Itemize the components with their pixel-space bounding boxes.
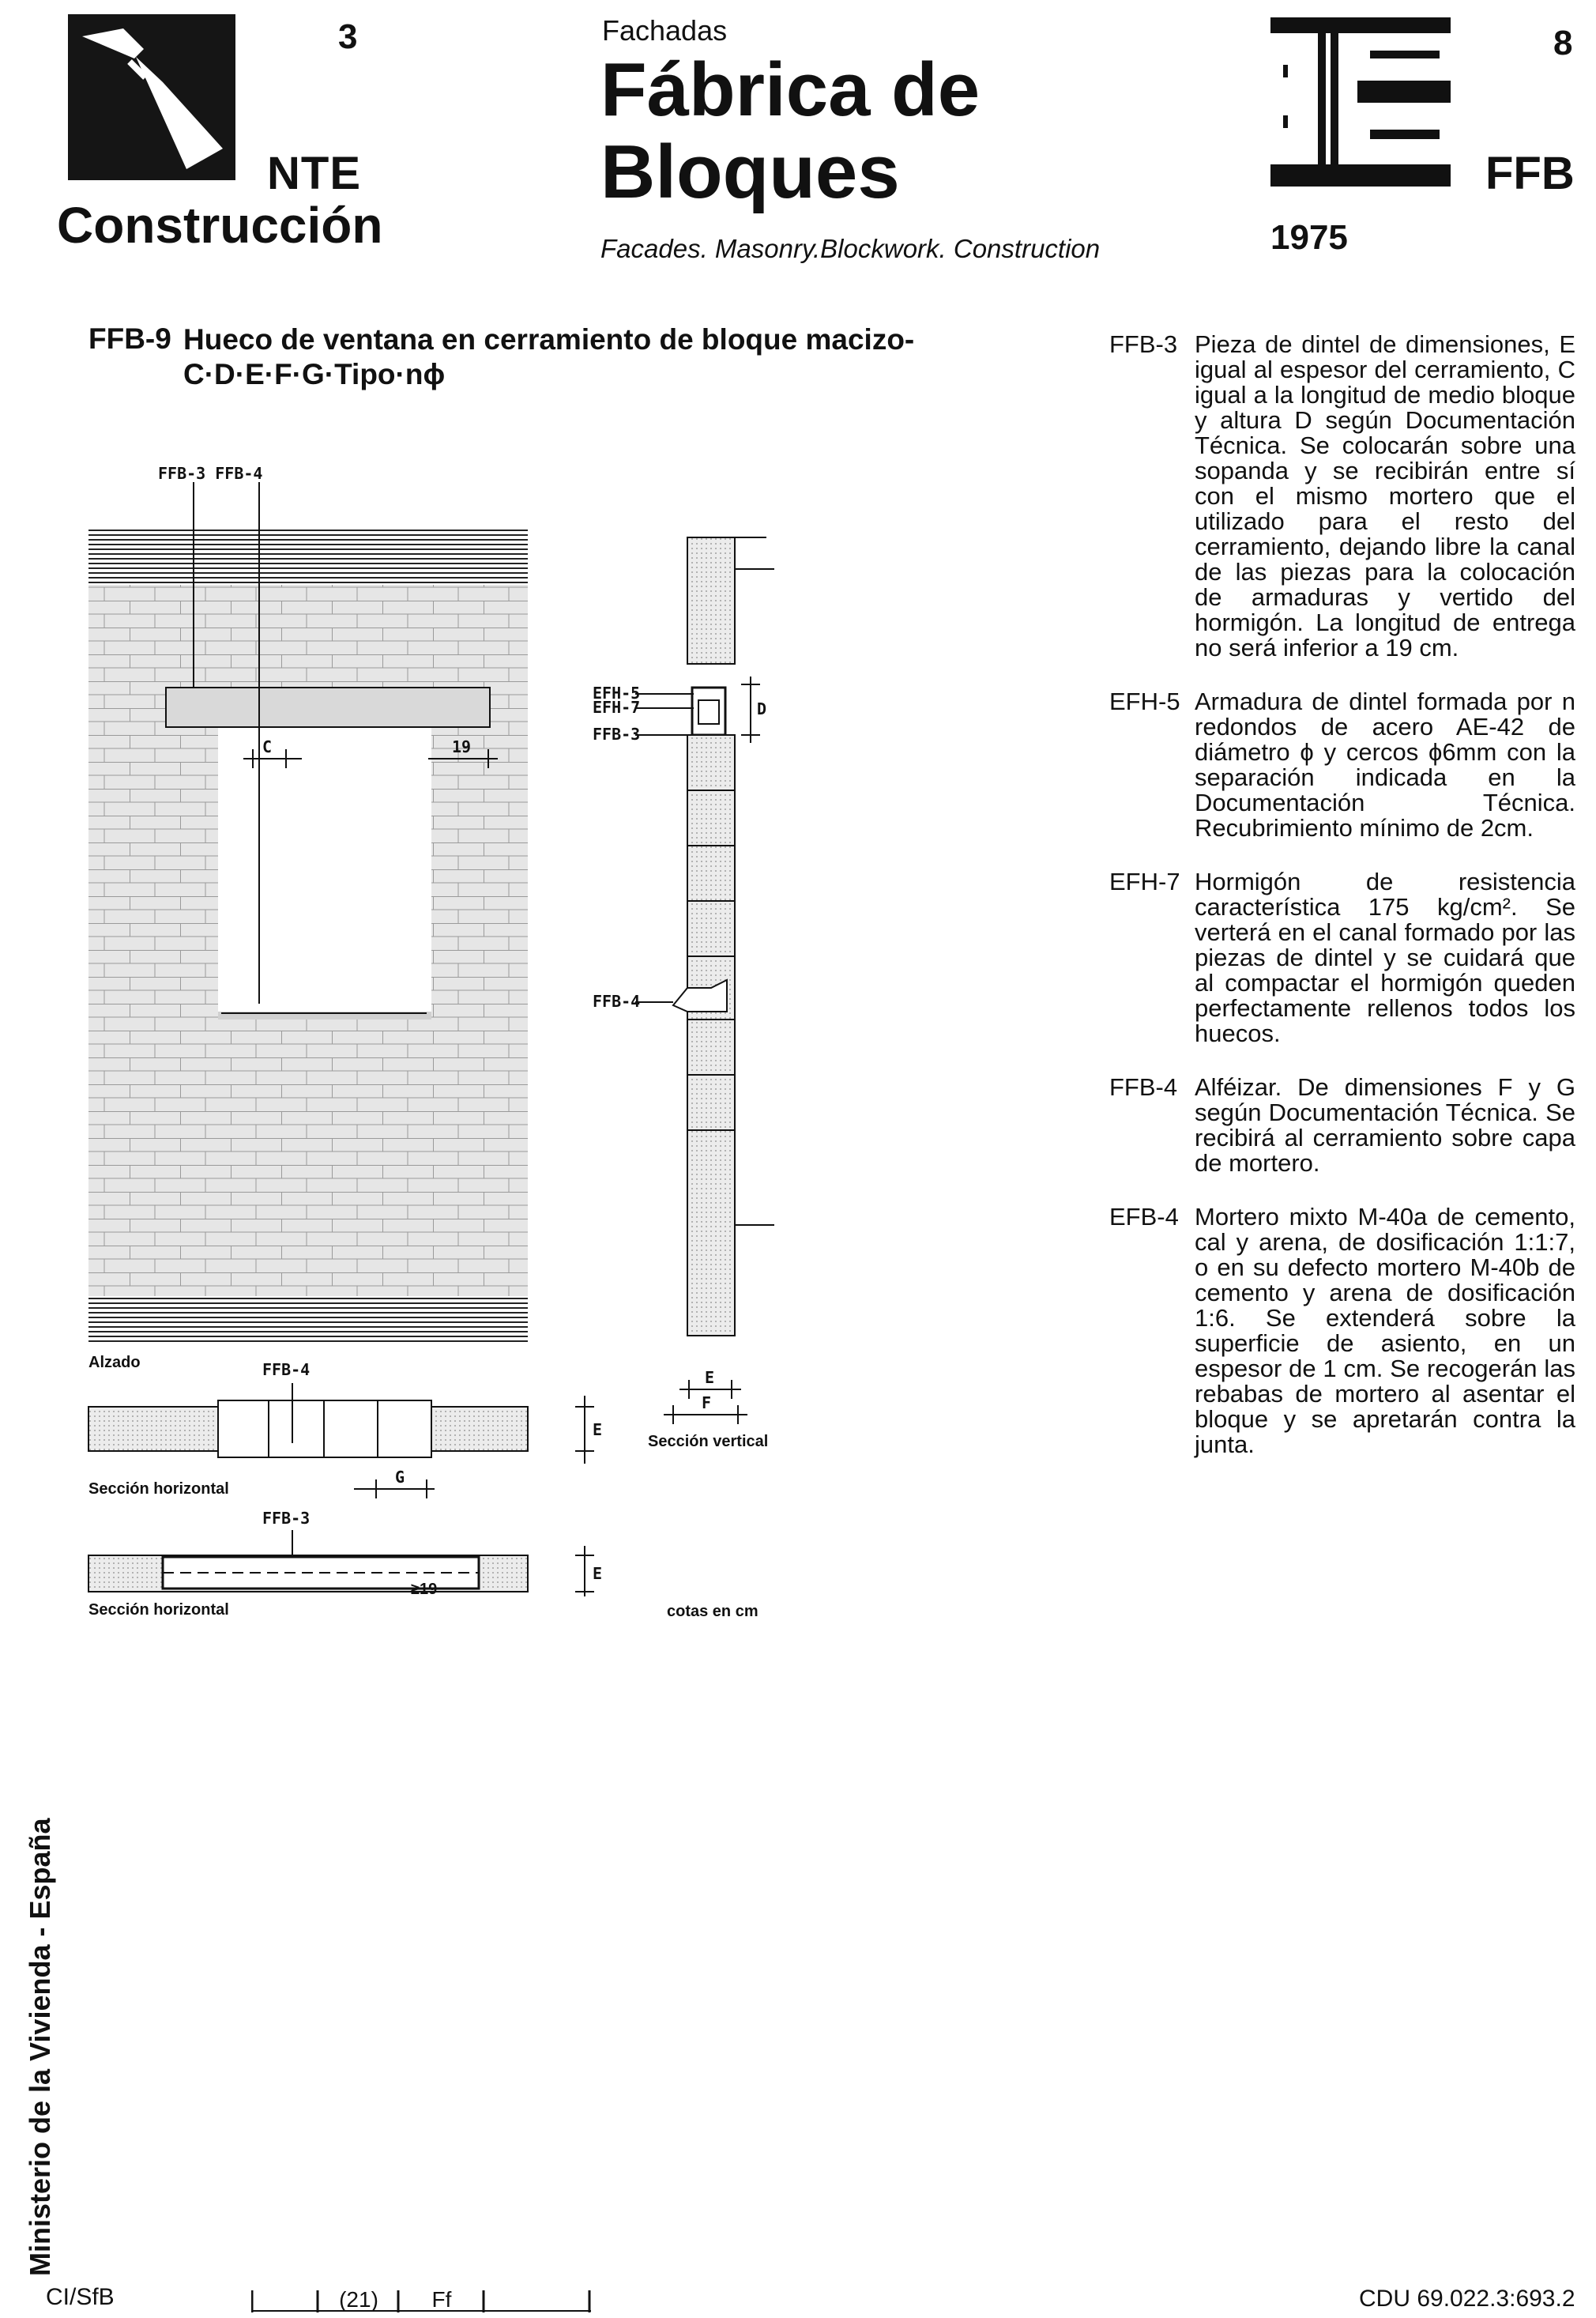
label-seccion-horizontal-2: Sección horizontal [88, 1601, 229, 1619]
construccion-label: Construcción [57, 197, 383, 254]
drawing-canvas [79, 466, 1106, 1596]
section-title: Hueco de ventana en cerramiento de bloque macizo-C·D·E·F·G·Tipo·nϕ [183, 323, 915, 390]
spec-code: FFB-3 [1109, 330, 1178, 358]
nte-label: NTE [267, 148, 361, 199]
label-seccion-horizontal-1: Sección horizontal [88, 1480, 229, 1498]
cisfb-cell: (21) [339, 2287, 378, 2312]
section-code: FFB-9 [88, 322, 171, 355]
spec-item [1109, 869, 1575, 1046]
label-ffb3-section: FFB-3 [593, 725, 641, 744]
label-ffb3-plan: FFB-3 [262, 1509, 311, 1528]
label-seccion-vertical: Sección vertical [648, 1433, 769, 1450]
label-ffb4-plan: FFB-4 [262, 1360, 311, 1379]
spec-text: Mortero mixto M-40a de cemento, cal y arena, de dosificación 1:1:7, o en su defecto mortero M-40b de cemento y arena de dosificación 1:6. Se extenderá sobre la superficie de asiento, en un espesor de 1 cm. Se recogerán las rebabas de mortero al asentar el bloque y se apretarán contra la junta. [1195, 1203, 1575, 1458]
spec-item [1109, 689, 1575, 841]
technical-drawing [79, 466, 1106, 1620]
label-dim-e-plan-2: E [593, 1564, 603, 1583]
block-wall-icon [1270, 17, 1451, 187]
spec-text: Pieza de dintel de dimensiones, E igual al espesor del cerramiento, C igual a la longitud de medio bloque y altura D según Documentación Técnica. Se colocarán sobre una sopanda y se recibirán entre sí con el mismo mortero que el utilizado para el resto del cerramiento, dejando libre la canal de las piezas para la colocación de armaduras y vertido del hormigón. La longitud de entrega no será inferior a 19 cm. [1195, 330, 1575, 661]
cisfb-classification-box [251, 2287, 591, 2312]
label-dim-d: D [757, 699, 767, 718]
label-efh5: EFH-5 [593, 684, 641, 703]
label-dim-g: G [395, 1468, 405, 1487]
spec-code: EFB-4 [1109, 1203, 1179, 1231]
trowel-icon [68, 14, 235, 180]
label-ffb4-section: FFB-4 [593, 992, 641, 1011]
spec-text: Hormigón de resistencia característica 175 kg/cm². Se verterá en el canal formado por las piezas de dintel y se cuidará que al compactar el hormigón queden perfectamente rellenos todos los huecos. [1195, 868, 1575, 1047]
label-ffb3-ffb4: FFB-3 FFB-4 [158, 466, 263, 483]
label-dim-ge19: ≥19 [411, 1581, 438, 1598]
ministry-label: Ministerio de la Vivienda - España [24, 1818, 56, 2276]
label-dim-e: E [705, 1368, 715, 1387]
page-number: 8 [1553, 24, 1573, 62]
page-title-line1: Fábrica de [600, 47, 981, 132]
vertical-section-view [635, 537, 774, 1424]
spec-item [1109, 332, 1575, 661]
label-alzado: Alzado [88, 1354, 141, 1371]
cisfb-cell: Ff [431, 2287, 452, 2312]
label-cotas: cotas en cm [667, 1603, 758, 1620]
elevation-view [88, 482, 528, 1345]
spec-item [1109, 1075, 1575, 1176]
publication-year: 1975 [1270, 218, 1348, 257]
ffb-block-logo [1270, 17, 1451, 187]
specification-list [1109, 332, 1575, 1486]
label-efh7: EFH-7 [593, 698, 641, 717]
label-dim-e-plan: E [593, 1420, 603, 1439]
spec-code: FFB-4 [1109, 1073, 1178, 1101]
english-subtitle: Facades. Masonry.Blockwork. Construction [600, 234, 1101, 263]
spec-code: EFH-5 [1109, 688, 1180, 715]
label-dim-19: 19 [452, 737, 472, 756]
horizontal-section-lintel [88, 1530, 594, 1596]
nte-logo [68, 14, 235, 180]
spec-text: Alféizar. De dimensiones F y G según Documentación Técnica. Se recibirá al cerramiento sobre capa de mortero. [1195, 1073, 1575, 1177]
spec-code: EFH-7 [1109, 868, 1180, 895]
label-dim-f: F [702, 1393, 712, 1412]
cisfb-cell [485, 2287, 589, 2312]
cdu-code: CDU 69.022.3:693.2 [1359, 2286, 1575, 2312]
section-label: Fachadas [602, 14, 728, 47]
cisfb-label: CI/SfB [46, 2284, 115, 2310]
spec-item [1109, 1204, 1575, 1457]
label-dim-c: C [262, 737, 273, 756]
cisfb-cell [253, 2287, 318, 2312]
spec-text: Armadura de dintel formada por n redondos de acero AE-42 de diámetro ϕ y cercos ϕ6mm con la separación indicada en la Documentación Técnica. Recubrimiento mínimo de 2cm. [1195, 688, 1575, 842]
sheet-number: 3 [338, 17, 358, 56]
page-title-line2: Bloques [600, 130, 900, 214]
document-code: FFB [1485, 148, 1575, 199]
